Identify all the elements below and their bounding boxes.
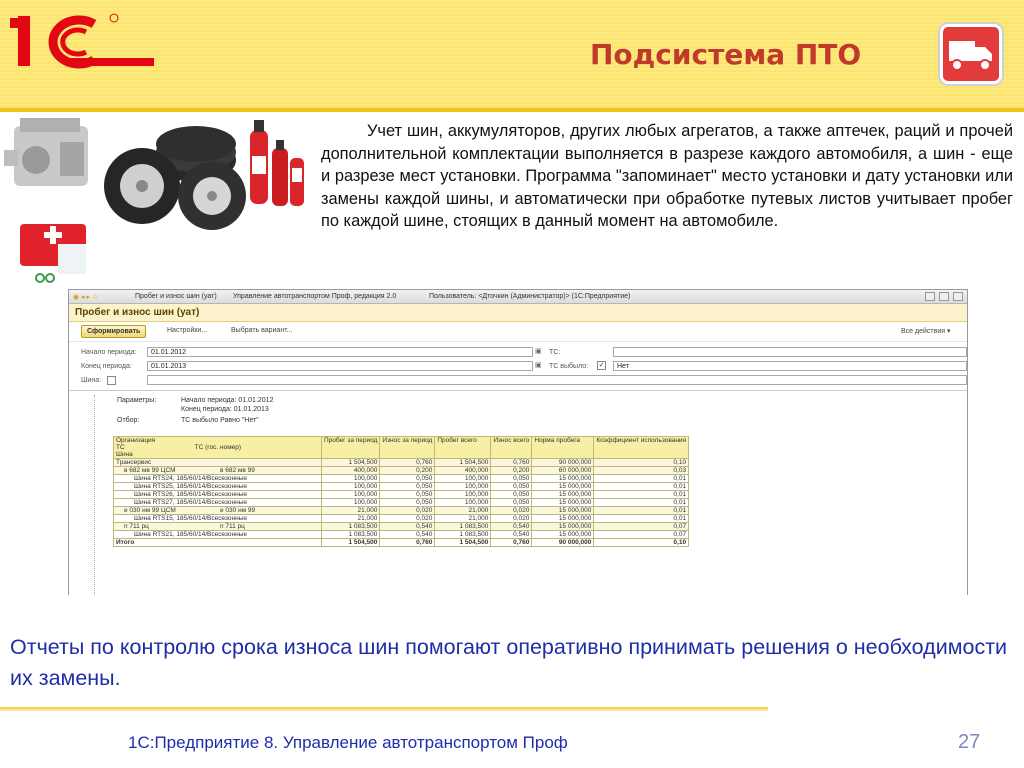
table-cell: 0,200: [491, 467, 532, 475]
table-cell: 0,540: [380, 523, 435, 531]
table-cell: 100,000: [322, 475, 380, 483]
tire-checkbox[interactable]: [107, 376, 116, 385]
report-toolbar: [69, 322, 967, 342]
table-cell: 400,000: [435, 467, 491, 475]
description-text: Учет шин, аккумуляторов, других любых агрегатов, а также аптечек, раций и прочей дополнительной комплектации выполняется в разрезе каждого автомобиля, а шин - еще и разрезе мест установки. Программа "запоминает" место установки и дату установки или замены каждой шины, и автоматически при обработке путевых листов учитывает пробег по каждой шине, стоящих в данный момент на автомобиле.: [321, 122, 1013, 230]
table-cell: 1 083,500: [435, 523, 491, 531]
table-cell: 0,01: [594, 475, 689, 483]
row-name: Шина RTS24, 185/60/14/Всесезонные: [134, 475, 247, 482]
params-line1: Начало периода: 01.01.2012: [181, 397, 274, 404]
ts-selected-checkbox[interactable]: ✓: [598, 362, 605, 369]
table-cell: 0,050: [380, 499, 435, 507]
ts-input[interactable]: [613, 347, 967, 357]
table-cell: 90 000,000: [532, 459, 594, 467]
maximize-button[interactable]: [939, 292, 949, 301]
table-row: [114, 523, 689, 531]
select-variant-button[interactable]: Выбрать вариант...: [231, 327, 293, 334]
table-cell: 0,050: [380, 491, 435, 499]
form-report-button[interactable]: Сформировать: [81, 325, 146, 338]
table-cell: 400,000: [322, 467, 380, 475]
table-cell: 0,01: [594, 499, 689, 507]
table-cell: 21,000: [435, 507, 491, 515]
total-row: Итого 1 504,500 0,760 1 504,500 0,760 90 000,000 0,10: [114, 539, 689, 547]
window-subtitle: Управление автотранспортом Проф, редакция 2.0: [233, 293, 397, 300]
table-row: [114, 499, 689, 507]
row-name: Шина RTS21, 185/60/14/Всесезонные: [134, 531, 247, 538]
table-cell: 0,01: [594, 491, 689, 499]
page-number: 27: [958, 731, 981, 753]
1c-logo-icon: [6, 10, 156, 72]
ts-label: ТС:: [549, 349, 561, 356]
window-buttons: [925, 292, 963, 301]
filter-label: Отбор:: [117, 417, 140, 424]
row-ts: в 682 мв 99: [220, 467, 255, 474]
table-cell: 1 083,500: [322, 531, 380, 539]
table-cell: 0,540: [380, 531, 435, 539]
header-cell: Износ за период: [380, 437, 435, 459]
app-window: [68, 289, 968, 595]
table-cell: 1 504,500: [322, 459, 380, 467]
table-cell: 21,000: [322, 507, 380, 515]
report-parameters: [69, 342, 967, 392]
end-period-input[interactable]: 01.01.2013: [147, 361, 533, 371]
header-cell: Пробег всего: [435, 437, 491, 459]
filter-value: ТС выбыло Равно "Нет": [181, 417, 259, 424]
table-cell: 15 000,000: [532, 523, 594, 531]
table-cell: 100,000: [322, 499, 380, 507]
header-cell: Организация ТС ТС (гос. номер) Шина: [114, 437, 322, 459]
table-cell: 15 000,000: [532, 499, 594, 507]
table-cell: 1 083,500: [322, 523, 380, 531]
window-titlebar: [69, 290, 967, 304]
header-cell: Пробег за период: [322, 437, 380, 459]
params-line2: Конец периода: 01.01.2013: [181, 406, 269, 413]
calendar-icon[interactable]: ▣: [535, 348, 542, 355]
table-cell: 0,760: [380, 459, 435, 467]
table-cell: 15 000,000: [532, 515, 594, 523]
tires-image: [104, 126, 246, 230]
summary-text: Отчеты по контролю срока износа шин помогают оперативно принимать решения о необходимости их замены.: [10, 635, 1008, 690]
table-cell: 0,050: [491, 475, 532, 483]
table-cell: 100,000: [322, 483, 380, 491]
header-cell: Коэффициент использования: [594, 437, 689, 459]
tire-input[interactable]: [147, 375, 967, 385]
table-cell: 100,000: [435, 491, 491, 499]
table-row: [114, 491, 689, 499]
table-cell: 60 000,000: [532, 467, 594, 475]
table-cell: 0,050: [380, 475, 435, 483]
table-row: [114, 467, 689, 475]
engine-image: [4, 118, 88, 186]
minimize-button[interactable]: [925, 292, 935, 301]
tire-label: Шина:: [81, 377, 102, 384]
row-name: Шина RTS26, 185/60/14/Всесезонные: [134, 491, 247, 498]
row-ts: е 030 нм 99: [220, 507, 256, 514]
end-period-label: Конец периода:: [81, 363, 132, 370]
table-row: [114, 507, 689, 515]
settings-button[interactable]: Настройки...: [167, 327, 208, 334]
table-cell: 15 000,000: [532, 507, 594, 515]
table-row: [114, 531, 689, 539]
table-cell: 0,200: [380, 467, 435, 475]
ts-selected-label: ТС выбыло:: [549, 363, 589, 370]
row-name: Шина RTS15, 185/60/14/Всесезонные: [134, 515, 247, 522]
calendar-icon[interactable]: ▣: [535, 362, 542, 369]
report-output: [69, 390, 967, 596]
report-table: [113, 436, 689, 547]
params-label: Параметры:: [117, 397, 157, 404]
footer-divider: [0, 707, 768, 711]
table-cell: 0,01: [594, 507, 689, 515]
table-cell: 0,020: [380, 515, 435, 523]
page-title: Подсистема ПТО: [590, 38, 862, 71]
table-cell: 0,10: [594, 459, 689, 467]
table-cell: 0,01: [594, 483, 689, 491]
footer-text: 1С:Предприятие 8. Управление автотранспортом Проф: [128, 733, 568, 752]
all-actions-menu[interactable]: Все действия ▾: [901, 328, 951, 335]
app-logo-icon: ◉ ◂ ▸ ☆: [73, 294, 99, 301]
ts-selected-input[interactable]: Нет: [613, 361, 967, 371]
window-title: Пробег и износ шин (уат): [135, 293, 217, 300]
table-row: [114, 475, 689, 483]
table-cell: 1 083,500: [435, 531, 491, 539]
row-name: п 711 рц: [124, 523, 149, 530]
equipment-photos: [0, 112, 320, 292]
table-cell: 0,020: [491, 515, 532, 523]
table-cell: 0,540: [491, 531, 532, 539]
table-cell: 21,000: [435, 515, 491, 523]
table-cell: 100,000: [435, 483, 491, 491]
start-period-input[interactable]: 01.01.2012: [147, 347, 533, 357]
table-cell: 0,020: [491, 507, 532, 515]
table-row: [114, 515, 689, 523]
table-cell: 15 000,000: [532, 475, 594, 483]
table-header-row: [114, 437, 689, 459]
row-name: е 030 нм 99 ЦСМ: [124, 507, 176, 514]
row-ts: п 711 рц: [220, 523, 245, 530]
table-cell: 0,07: [594, 531, 689, 539]
table-cell: 0,540: [491, 523, 532, 531]
document-title: Пробег и износ шин (уат): [69, 304, 967, 322]
table-cell: 21,000: [322, 515, 380, 523]
table-cell: 0,760: [491, 459, 532, 467]
table-cell: 1 504,500: [435, 459, 491, 467]
row-name: Шина RTS25, 185/60/14/Всесезонные: [134, 483, 247, 490]
table-cell: 0,03: [594, 467, 689, 475]
table-row: [114, 459, 689, 467]
truck-icon: [940, 24, 1002, 84]
row-name: Шина RTS27, 185/60/14/Всесезонные: [134, 499, 247, 506]
table-cell: 100,000: [322, 491, 380, 499]
grouping-tree: [87, 395, 95, 595]
table-cell: 0,020: [380, 507, 435, 515]
table-cell: 0,07: [594, 523, 689, 531]
table-cell: 0,050: [491, 483, 532, 491]
window-user: Пользователь: <Дточкин (Администратор)> (1С:Предприятие): [429, 293, 631, 300]
table-row: [114, 483, 689, 491]
row-name: Трансервис: [116, 459, 152, 466]
header-cell: Норма пробега: [532, 437, 594, 459]
table-cell: 0,050: [380, 483, 435, 491]
total-label: Итого: [114, 539, 322, 547]
row-name: в 682 мв 99 ЦСМ: [124, 467, 176, 474]
start-period-label: Начало периода:: [81, 349, 137, 356]
table-cell: 15 000,000: [532, 531, 594, 539]
table-cell: 15 000,000: [532, 483, 594, 491]
table-cell: 100,000: [435, 475, 491, 483]
table-cell: 0,050: [491, 499, 532, 507]
table-cell: 15 000,000: [532, 491, 594, 499]
table-cell: 100,000: [435, 499, 491, 507]
table-cell: 0,050: [491, 491, 532, 499]
fire-extinguishers-image: [250, 120, 304, 206]
header-cell: Износ всего: [491, 437, 532, 459]
table-cell: 0,01: [594, 515, 689, 523]
close-button[interactable]: [953, 292, 963, 301]
first-aid-kit-image: [20, 224, 86, 282]
